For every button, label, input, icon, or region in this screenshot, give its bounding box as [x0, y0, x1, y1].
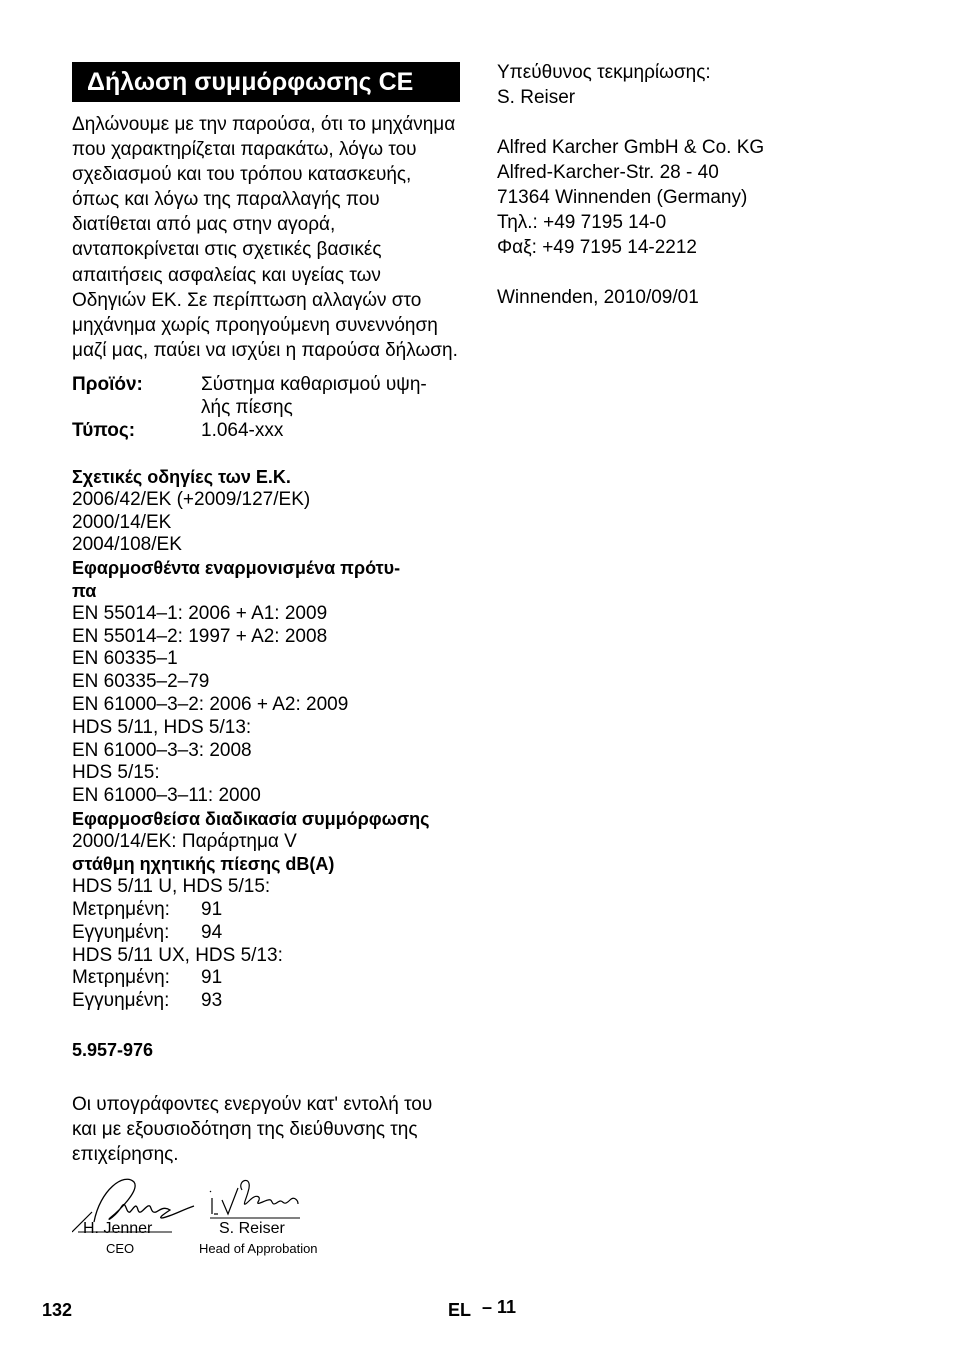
procedure-value: 2000/14/EK: Παράρτημα V [72, 830, 297, 852]
intro-paragraph: Δηλώνουμε με την παρούσα, ότι το μηχάνημα που χαρακτηρίζεται παρακάτω, λόγω του σχεδιασμού και του τρόπου κατασκευής, όπως και λόγω της παραλλαγής που διατίθεται από μας στην αγορά, ανταποκρίνεται στις σχετικές βασικές απαιτήσεις ασφαλείας και υγείας των Οδηγιών ΕΚ. Σε περίπτωση αλλαγών στο μηχάνημα χωρίς προηγούμενη συνεννόηση μαζί μας, παύει να ισχύει η παρούσα δήλωση. [72, 114, 458, 361]
company-block [497, 135, 897, 260]
directives-heading: Σχετικές οδηγίες των Ε.Κ. [72, 466, 291, 487]
signature-name-reiser: S. Reiser [219, 1220, 285, 1237]
page-title: Δήλωση συμμόρφωσης CE [72, 62, 460, 102]
section-page-number: – 11 [482, 1297, 517, 1317]
company-city: 71364 Winnenden (Germany) [497, 187, 748, 208]
product-row [72, 373, 460, 419]
documentation-name: S. Reiser [497, 87, 576, 108]
company-name: Alfred Karcher GmbH & Co. KG [497, 137, 765, 158]
standard-item: HDS 5/15: [72, 762, 160, 784]
product-label: Προϊόν: [72, 373, 143, 395]
signature-role-jenner: CEO [106, 1241, 135, 1256]
noise-models-2: HDS 5/11 UX, HDS 5/13: [72, 944, 283, 966]
type-row [72, 419, 460, 442]
standard-item: HDS 5/11, HDS 5/13: [72, 716, 252, 738]
procedure-heading: Εφαρμοσθείσα διαδικασία συμμόρφωσης [72, 808, 430, 829]
page-number: 132 [42, 1300, 73, 1320]
standard-item: EN 60335–1 [72, 648, 178, 670]
standard-item: EN 61000–3–2: 2006 + A2: 2009 [72, 693, 349, 715]
noise-guaranteed-2: Εγγυημένη: 93 [72, 990, 223, 1012]
type-label: Τύπος: [72, 419, 136, 441]
standard-item: EN 55014–1: 2006 + A1: 2009 [72, 602, 328, 624]
standards-heading: Εφαρμοσθέντα εναρμονισμένα πρότυ- [72, 558, 401, 579]
documentation-label: Υπεύθυνος τεκμηρίωσης: [497, 62, 711, 83]
company-phone: Τηλ.: +49 7195 14-0 [497, 212, 667, 233]
standards-heading-cont: πα [72, 580, 97, 601]
noise-measured-1: Μετρημένη: 91 [72, 899, 223, 921]
directive-item: 2004/108/EK [72, 534, 182, 556]
documentation-block [497, 60, 897, 110]
directive-item: 2006/42/EK (+2009/127/EK) [72, 488, 311, 510]
left-column [72, 62, 460, 1167]
standard-item: EN 55014–2: 1997 + A2: 2008 [72, 625, 328, 647]
directive-item: 2000/14/EK [72, 511, 172, 533]
company-fax: Φαξ: +49 7195 14-2212 [497, 237, 697, 258]
standard-item: EN 60335–2–79 [72, 671, 210, 693]
noise-measured-2: Μετρημένη: 91 [72, 967, 223, 989]
document-number: 5.957-976 [72, 1040, 154, 1061]
place-date: Winnenden, 2010/09/01 [497, 287, 699, 308]
noise-heading: στάθμη ηχητικής πίεσης dB(A) [72, 854, 335, 875]
standard-item: EN 61000–3–11: 2000 [72, 785, 261, 807]
noise-guaranteed-1: Εγγυημένη: 94 [72, 921, 223, 943]
signature-name-jenner: H. Jenner [83, 1220, 153, 1237]
language-code: EL [448, 1300, 472, 1320]
noise-models-1: HDS 5/11 U, HDS 5/15: [72, 876, 271, 898]
type-value: 1.064-xxx [201, 419, 284, 441]
standard-item: EN 61000–3–3: 2008 [72, 739, 252, 761]
product-value: Σύστημα καθαρισμού υψη- λής πίεσης [201, 373, 427, 418]
signing-paragraph: Οι υπογράφοντες ενεργούν κατ' εντολή του και με εξουσιοδότηση της διεύθυνσης της επιχείρησης. [72, 1093, 433, 1166]
signature-area [72, 1170, 372, 1260]
signature-role-reiser: Head of Approbation [199, 1241, 318, 1256]
right-column [497, 60, 897, 310]
company-street: Alfred-Karcher-Str. 28 - 40 [497, 162, 719, 183]
